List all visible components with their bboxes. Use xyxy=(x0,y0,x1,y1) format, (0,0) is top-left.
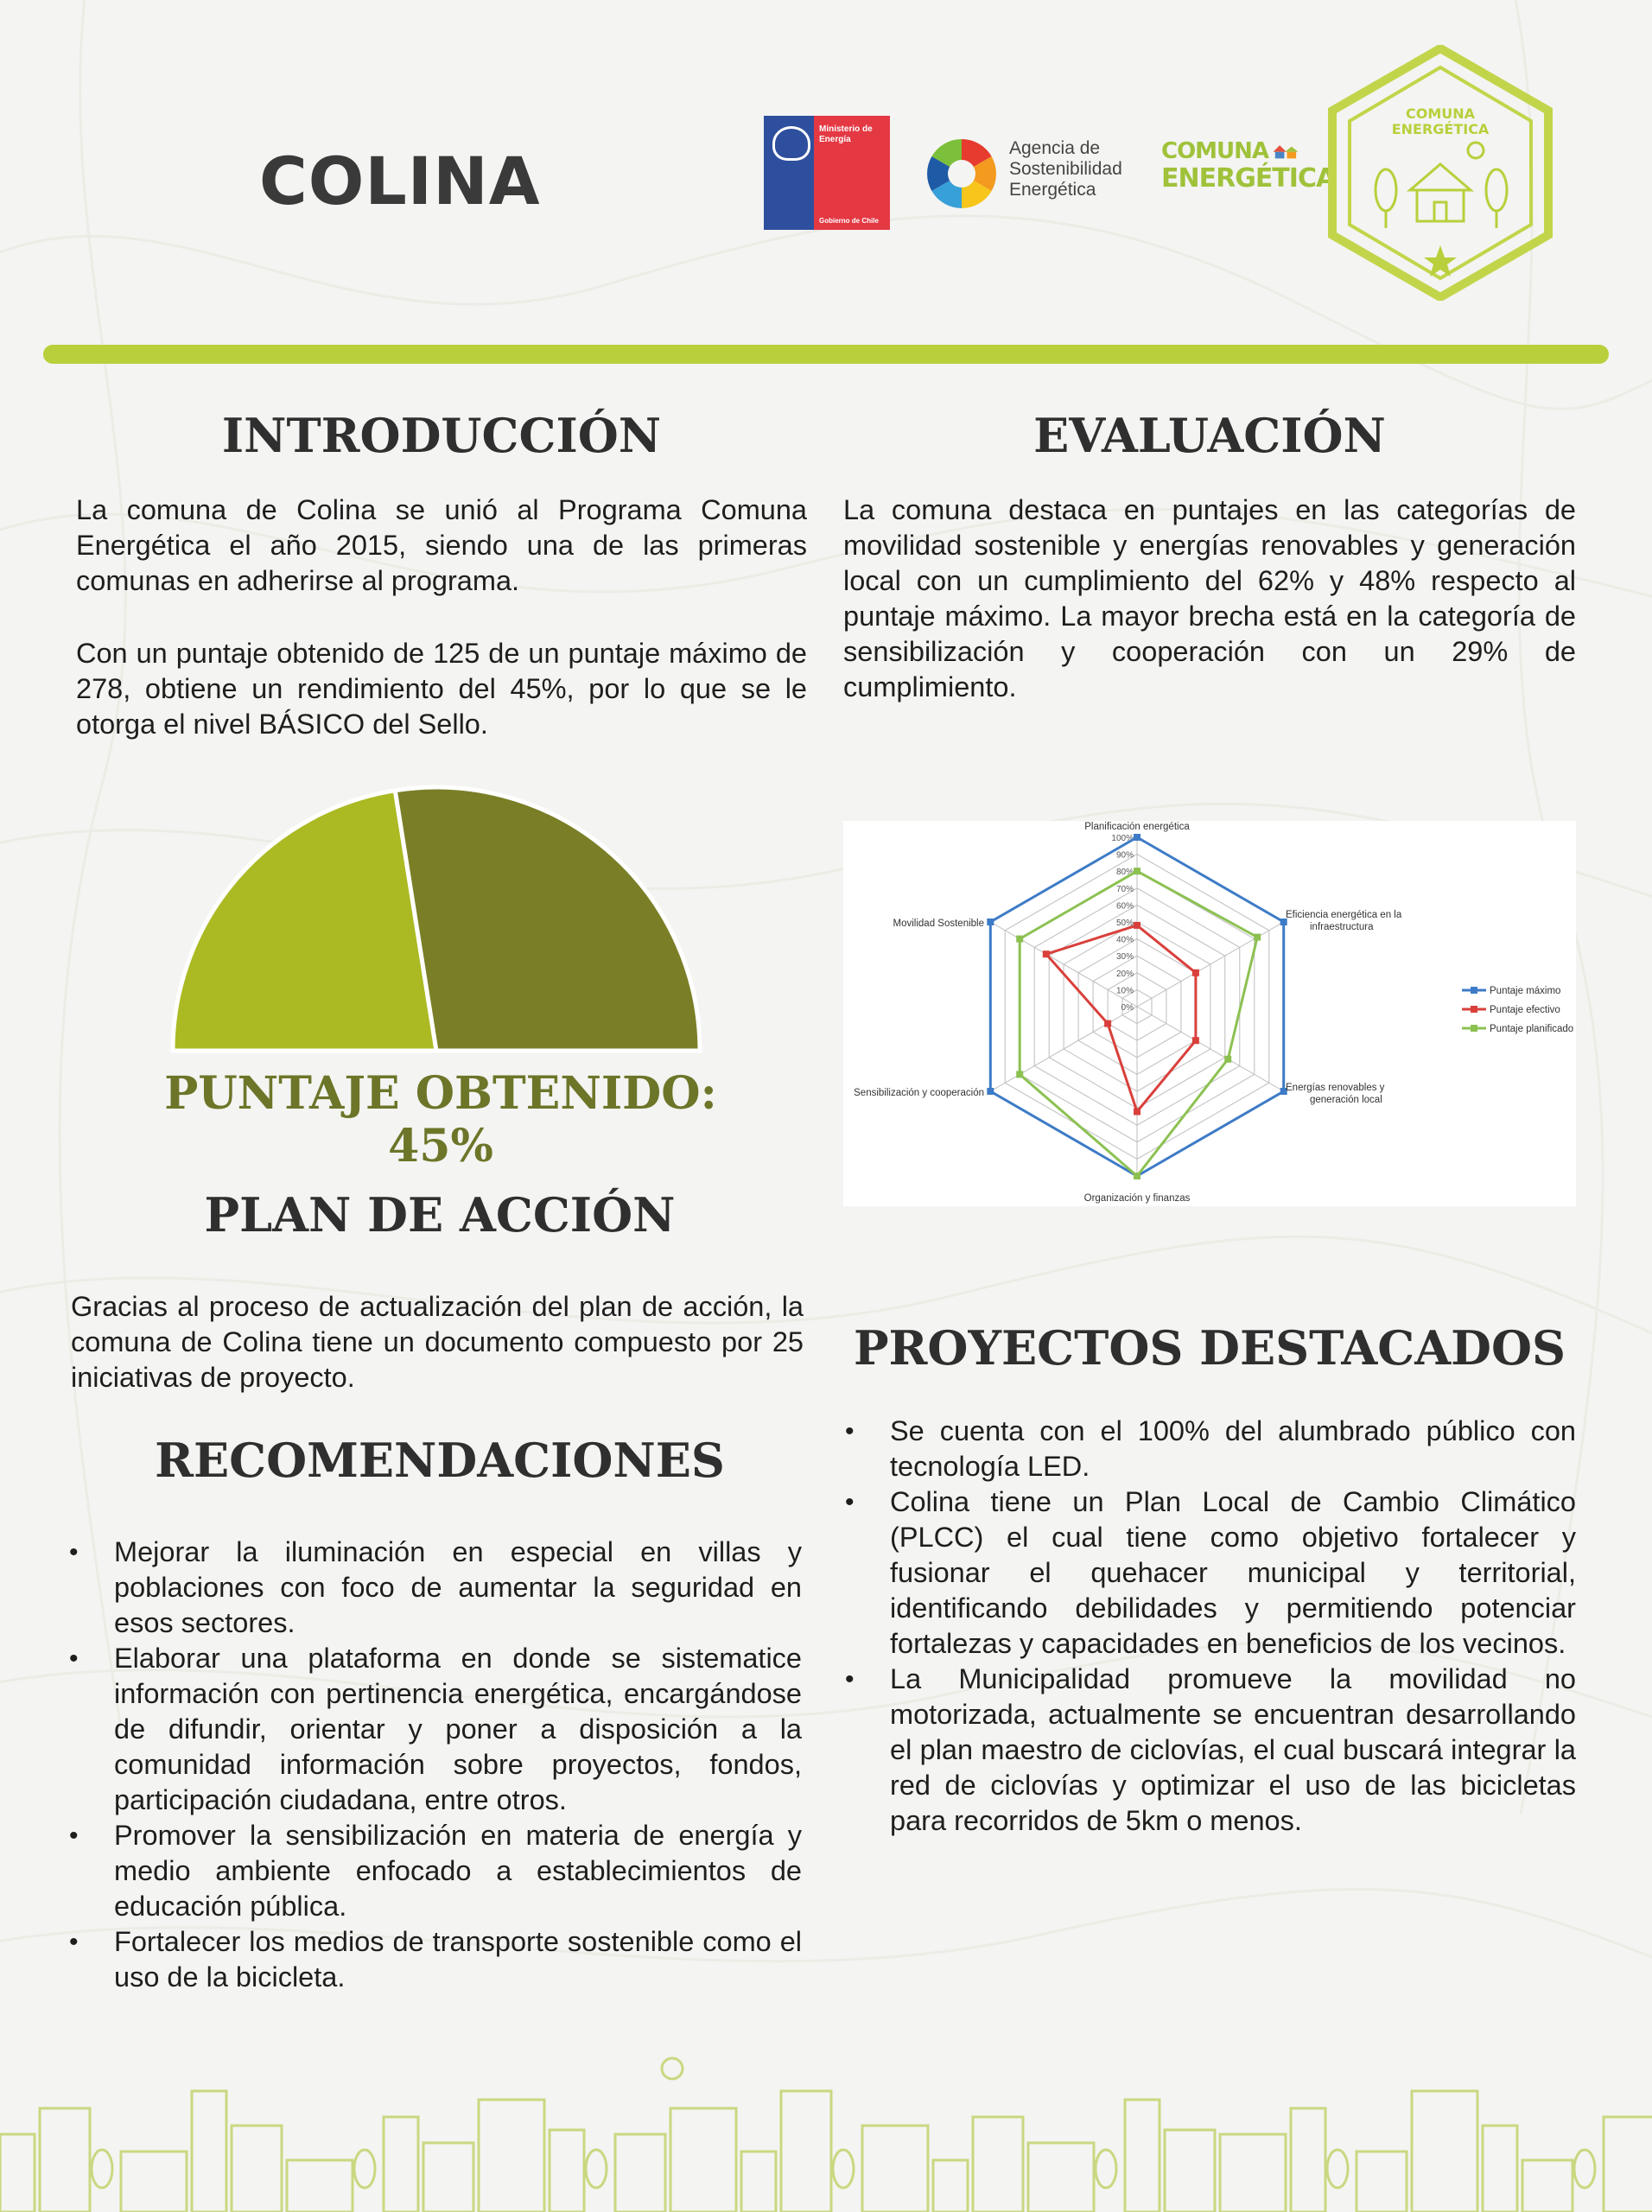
agencia-line-2: Sostenibilidad xyxy=(1009,159,1122,179)
radar-point xyxy=(1104,1020,1111,1027)
skyline-building xyxy=(1220,2134,1286,2212)
skyline-tree xyxy=(1574,2150,1595,2188)
radar-tick-label: 20% xyxy=(1115,969,1134,979)
agencia-line-1: Agencia de xyxy=(1009,138,1101,158)
legend-label: Puntaje planificado xyxy=(1490,1024,1574,1034)
skyline-building xyxy=(973,2117,1023,2212)
plan-accion-paragraph: Gracias al proceso de actualización del plan de acción, la comuna de Colina tiene un documento compuesto por 25 iniciativas de proyecto. xyxy=(71,1291,804,1393)
comuna-energetica-seal xyxy=(1327,45,1554,301)
recomendaciones-title: RECOMENDACIONES xyxy=(155,1433,725,1488)
radar-tick-label: 100% xyxy=(1111,834,1134,843)
legend-label: Puntaje efectivo xyxy=(1490,1005,1560,1015)
radar-point xyxy=(1016,1071,1023,1077)
skyline-building xyxy=(1291,2108,1325,2212)
radar-point xyxy=(1043,950,1050,957)
proyecto-item: • La Municipalidad promueve la movilidad no motorizada, actualmente se encuentran desarrollando el plan maestro de ciclovías, el cual buscará integrar la red de ciclovías y optimizar el uso de las bicicletas para recorridos de 5km o menos. xyxy=(845,1662,1576,1839)
recomendacion-item: • Elaborar una plataforma en donde se sistematice información con pertinencia energética, encargándose de difundir, orientar y poner a disposición a la comunidad información sobre proyectos, fondos, participación ciudadana, entre otros. xyxy=(69,1641,802,1818)
coat-of-arms-icon xyxy=(772,126,810,161)
skyline-building xyxy=(1165,2130,1215,2212)
radar-point xyxy=(1192,969,1199,976)
score-label: PUNTAJE OBTENIDO: 45% xyxy=(164,1067,717,1173)
recomendacion-item: • Promover la sensibilización en materia de energía y medio ambiente enfocado a establecimientos de educación pública. xyxy=(69,1818,802,1924)
sun-icon xyxy=(662,2058,683,2079)
evaluacion-paragraph: La comuna destaca en puntajes en las categorías de movilidad sostenible y energías renovables y generación local con un cumplimiento del 62% y 48% respecto al puntaje máximo. La mayor brecha está en la categoría de sensibilización y cooperación con un 29% de cumplimiento. xyxy=(843,494,1576,702)
radar-tick-label: 10% xyxy=(1115,986,1134,996)
radar-category-label: Planificación energética xyxy=(1084,822,1190,832)
proyecto-item: • Colina tiene un Plan Local de Cambio Climático (PLCC) el cual tiene como objetivo fortalecer y fusionar el quehacer municipal y territorial, identificando debilidades y permitiendo potenciar fortalezas y capacidades en beneficios de los vecinos. xyxy=(845,1484,1576,1662)
proyectos-title: PROYECTOS DESTACADOS xyxy=(853,1320,1566,1376)
agencia-pinwheel-icon xyxy=(924,137,999,211)
skyline-tree xyxy=(1096,2150,1116,2188)
radar-chart-panel xyxy=(843,821,1576,1206)
skyline-tree xyxy=(586,2150,607,2188)
skyline-building xyxy=(40,2108,90,2212)
radar-point xyxy=(1224,1056,1231,1063)
skyline-building xyxy=(121,2152,187,2212)
skyline-building xyxy=(781,2091,831,2212)
radar-point xyxy=(1134,1109,1141,1116)
recomendaciones-list xyxy=(69,1535,802,1995)
skyline-building xyxy=(287,2160,353,2212)
skyline-building xyxy=(0,2134,35,2212)
seal-text-2: ENERGÉTICA xyxy=(1391,121,1490,137)
skyline-building xyxy=(862,2126,928,2212)
skyline-building xyxy=(1483,2126,1517,2212)
skyline-building xyxy=(1125,2100,1160,2212)
skyline-building xyxy=(1522,2160,1573,2212)
radar-tick-label: 30% xyxy=(1115,952,1134,963)
energetica-word: ENERGÉTICA xyxy=(1161,163,1336,194)
legend-marker xyxy=(1471,1025,1477,1032)
skyline-building xyxy=(423,2143,473,2212)
skyline-building xyxy=(670,2108,736,2212)
page-title: COLINA xyxy=(259,143,541,219)
score-half-pie xyxy=(164,778,708,1063)
radar-point xyxy=(987,1088,994,1095)
skyline-tree xyxy=(354,2150,375,2188)
radar-tick-label: 40% xyxy=(1115,935,1134,945)
skyline-building xyxy=(741,2152,776,2212)
comuna-energetica-logo xyxy=(1161,138,1336,207)
skyline-building xyxy=(933,2160,968,2212)
radar-point xyxy=(1134,868,1141,874)
radar-category-label: Sensibilización y cooperación xyxy=(854,1088,984,1098)
radar-point xyxy=(1192,1037,1199,1044)
skyline-tree xyxy=(92,2150,112,2188)
skyline-building xyxy=(550,2130,584,2212)
skyline-building xyxy=(1028,2143,1094,2212)
radar-tick-label: 60% xyxy=(1115,901,1134,912)
radar-point xyxy=(1254,934,1261,941)
radar-category-label: Movilidad Sostenible xyxy=(893,918,984,929)
radar-point xyxy=(1134,834,1141,841)
introduccion-paragraph-2: Con un puntaje obtenido de 125 de un puntaje máximo de 278, obtiene un rendimiento del 45%, por lo que se le otorga el nivel BÁSICO del Sello. xyxy=(76,638,807,740)
proyectos-list xyxy=(845,1414,1576,1839)
legend-label: Puntaje máximo xyxy=(1490,986,1561,996)
seal-text-1: COMUNA xyxy=(1405,105,1476,122)
ministerio-line-2: Energía xyxy=(819,135,851,144)
ministerio-energia-logo xyxy=(764,116,890,230)
agencia-sostenibilidad-logo xyxy=(924,135,1132,213)
skyline-tree xyxy=(833,2150,854,2188)
skyline-building xyxy=(1412,2091,1477,2212)
introduccion-title: INTRODUCCIÓN xyxy=(221,408,662,463)
skyline-building xyxy=(192,2091,226,2212)
gauge-obtained-slice xyxy=(395,787,700,1051)
skyline-building xyxy=(232,2126,282,2212)
header-divider xyxy=(43,345,1609,364)
skyline-tree xyxy=(1327,2150,1348,2188)
radar-point xyxy=(1016,936,1023,943)
houses-icon xyxy=(1272,140,1299,162)
radar-category-label: Eficiencia energética en la infraestructura xyxy=(1286,910,1402,932)
radar-category-label: Energías renovables y generación local xyxy=(1286,1083,1385,1105)
skyline-building xyxy=(1357,2152,1407,2212)
agencia-line-3: Energética xyxy=(1009,180,1096,200)
ministerio-line-3: Gobierno de Chile xyxy=(819,217,879,225)
radar-tick-label: 80% xyxy=(1115,868,1134,878)
evaluacion-title: EVALUACIÓN xyxy=(1033,408,1386,463)
introduccion-paragraph-1: La comuna de Colina se unió al Programa Comuna Energética el año 2015, siendo una de las primeras comunas en adherirse al programa. xyxy=(76,494,807,596)
ministerio-line-1: Ministerio de xyxy=(819,124,873,134)
gauge-remaining-slice xyxy=(173,791,436,1051)
skyline-building xyxy=(1604,2117,1652,2212)
proyecto-item: • Se cuenta con el 100% del alumbrado público con tecnología LED. xyxy=(845,1414,1576,1484)
radar-point xyxy=(987,918,994,925)
recomendacion-item: • Fortalecer los medios de transporte sostenible como el uso de la bicicleta. xyxy=(69,1924,802,1995)
radar-point xyxy=(1134,1173,1141,1179)
radar-category-label: Organización y finanzas xyxy=(1083,1193,1191,1204)
skyline-building xyxy=(479,2100,544,2212)
radar-chart xyxy=(843,821,1576,1206)
plan-accion-title: PLAN DE ACCIÓN xyxy=(204,1187,676,1243)
comuna-word: COMUNA xyxy=(1161,138,1269,164)
radar-tick-label: 0% xyxy=(1121,1003,1134,1013)
legend-marker xyxy=(1471,1006,1477,1013)
legend-marker xyxy=(1471,987,1477,994)
radar-tick-label: 50% xyxy=(1115,918,1134,928)
radar-point xyxy=(1134,922,1141,929)
recomendacion-item: • Mejorar la iluminación en especial en villas y poblaciones con foco de aumentar la seguridad en esos sectores. xyxy=(69,1535,802,1641)
city-skyline-footer xyxy=(0,2039,1652,2212)
skyline-building xyxy=(384,2117,418,2212)
radar-tick-label: 70% xyxy=(1115,884,1134,894)
skyline-building xyxy=(615,2134,665,2212)
radar-tick-label: 90% xyxy=(1115,850,1134,861)
